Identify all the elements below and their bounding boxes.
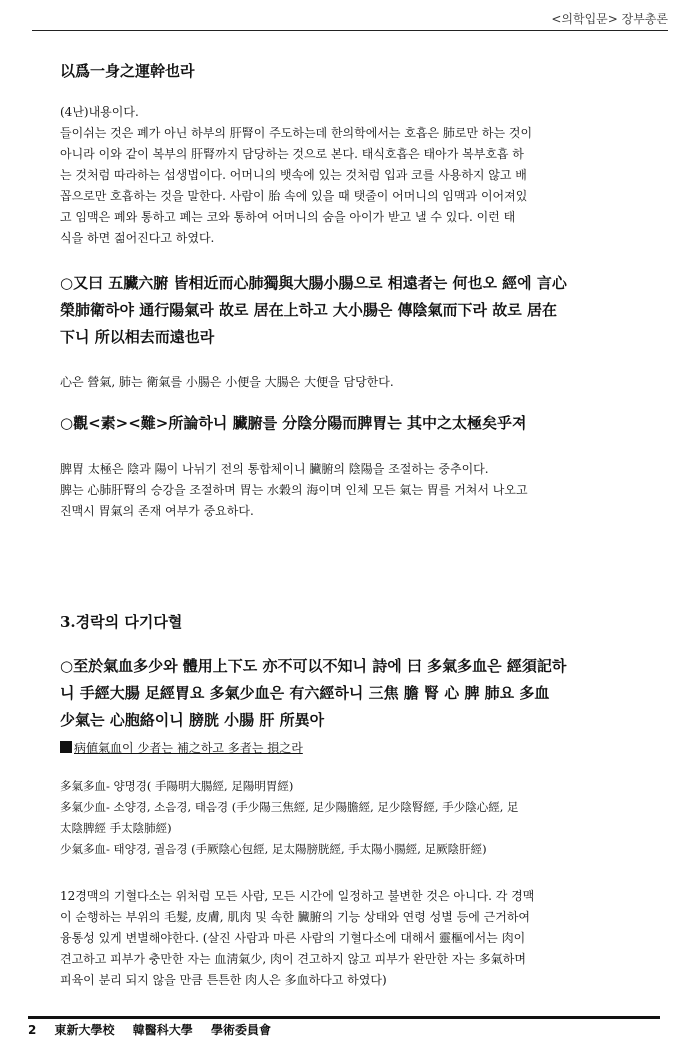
text-line: 脾胃 太極은 陰과 陽이 나뉘기 전의 통합체이니 臟腑의 陰陽을 조절하는 중추이다. <box>60 462 489 476</box>
quote-line: 以爲一身之運幹也라 <box>60 62 195 80</box>
text-line: 는 것처럼 따라하는 섭생법이다. 어머니의 뱃속에 있는 것처럼 입과 코를 사용하지 않고 배 <box>60 168 527 182</box>
text-line: 들이쉬는 것은 폐가 아닌 하부의 肝腎이 주도하는데 한의학에서는 호흡은 肺로만 하는 것이 <box>60 126 533 140</box>
text-line: 융통성 있게 변별해야한다. (살진 사람과 마른 사람의 기혈다소에 대해서 靈樞에서는 肉이 <box>60 931 526 945</box>
book-title-header: <의학입문> 장부총론 <box>551 12 668 26</box>
subnote <box>60 738 303 758</box>
quote-line: 少氣는 心胞絡이니 膀胱 小腸 肝 所異아 <box>60 711 325 729</box>
quote-line: 榮肺衛하야 通行陽氣라 故로 居在上하고 大小腸은 傳陰氣而下라 故로 居在 <box>60 301 557 319</box>
text-line: 피육이 분리 되지 않을 만큼 튼튼한 肉人은 多血하다고 하였다) <box>60 973 387 987</box>
list-item: 少氣多血- 태양경, 궐음경 (手厥陰心包經, 足太陽膀胱經, 手太陽小腸經, 足厥陰肝經) <box>60 842 487 856</box>
header-divider <box>32 30 668 31</box>
quote-line: ○至於氣血多少와 體用上下도 亦不可以不知니 詩에 曰 多氣多血은 經須記하 <box>60 657 567 675</box>
text-line: 식을 하면 젊어진다고 하였다. <box>60 231 215 245</box>
list-item: 多氣少血- 소양경, 소음경, 태음경 (手少陽三焦經, 足少陽膽經, 足少陰腎經, 手少陰心經, 足 <box>60 800 519 814</box>
section-title: 3.경락의 다기다혈 <box>60 613 183 631</box>
quote-line: 니 手經大腸 足經胃요 多氣少血은 有六經하니 三焦 膽 腎 心 脾 肺요 多血 <box>60 684 550 702</box>
classic-quote <box>60 270 567 351</box>
text-line: 아니라 이와 같이 복부의 肝腎까지 담당하는 것으로 본다. 태식호흡은 태아가 복부호흡 하 <box>60 147 524 161</box>
text-line: 고 임맥은 폐와 통하고 폐는 코와 통하여 어머니의 숨을 아이가 받고 낼 수 있다. 이런 태 <box>60 210 516 224</box>
college-name: 韓醫科大學 <box>132 1023 193 1037</box>
committee-name: 學術委員會 <box>210 1023 271 1037</box>
explanation-line: 心은 營氣, 肺는 衛氣를 小腸은 小便을 大腸은 大便을 담당한다. <box>60 375 394 389</box>
explanation-block <box>60 459 528 522</box>
quote-line: ○觀<素><難>所論하니 臟腑를 分陰分陽而脾胃는 其中之太極矣乎져 <box>60 414 527 432</box>
square-marker-icon <box>60 741 72 753</box>
text-line: 이 순행하는 부위의 毛髮, 皮膚, 肌肉 및 속한 臟腑의 기능 상태와 연령 성별 등에 근거하여 <box>60 910 531 924</box>
subnote-text: 病値氣血이 少者는 補之하고 多者는 損之라 <box>74 741 303 755</box>
quote-line: ○又曰 五臟六腑 皆相近而心肺獨與大腸小腸으로 相遠者는 何也오 經에 言心 <box>60 274 567 292</box>
university-name: 東新大學校 <box>54 1023 115 1037</box>
meridian-list <box>60 776 519 860</box>
text-line: 꼽으로만 호흡하는 것을 말한다. 사람이 胎 속에 있을 때 탯줄이 어머니의 임맥과 이어져있 <box>60 189 528 203</box>
paragraph <box>60 886 534 991</box>
text-line: 12경맥의 기혈다소는 위처럼 모든 사람, 모든 시간에 일정하고 불변한 것은 아니다. 각 경맥 <box>60 889 535 903</box>
classic-quote <box>60 653 566 734</box>
text-line: 견고하고 피부가 충만한 자는 血淸氣少, 肉이 견고하지 않고 피부가 완만한 자는 多氣하며 <box>60 952 526 966</box>
note-line: (4난)내용이다. <box>60 105 139 119</box>
list-item: 多氣多血- 양명경( 手陽明大腸經, 足陽明胃經) <box>60 779 294 793</box>
text-line: 진맥시 胃氣의 존재 여부가 중요하다. <box>60 504 254 518</box>
quote-line: 下니 所以相去而遠也라 <box>60 328 215 346</box>
text-line: 脾는 心肺肝腎의 승강을 조절하며 胃는 水穀의 海이며 인체 모든 氣는 胃를 거쳐서 나오고 <box>60 483 528 497</box>
footer <box>28 1021 285 1038</box>
page-number: 2 <box>28 1023 37 1037</box>
paragraph <box>60 123 532 249</box>
list-item: 太陰脾經 手太陰肺經) <box>60 821 172 835</box>
footer-divider <box>28 1016 660 1019</box>
